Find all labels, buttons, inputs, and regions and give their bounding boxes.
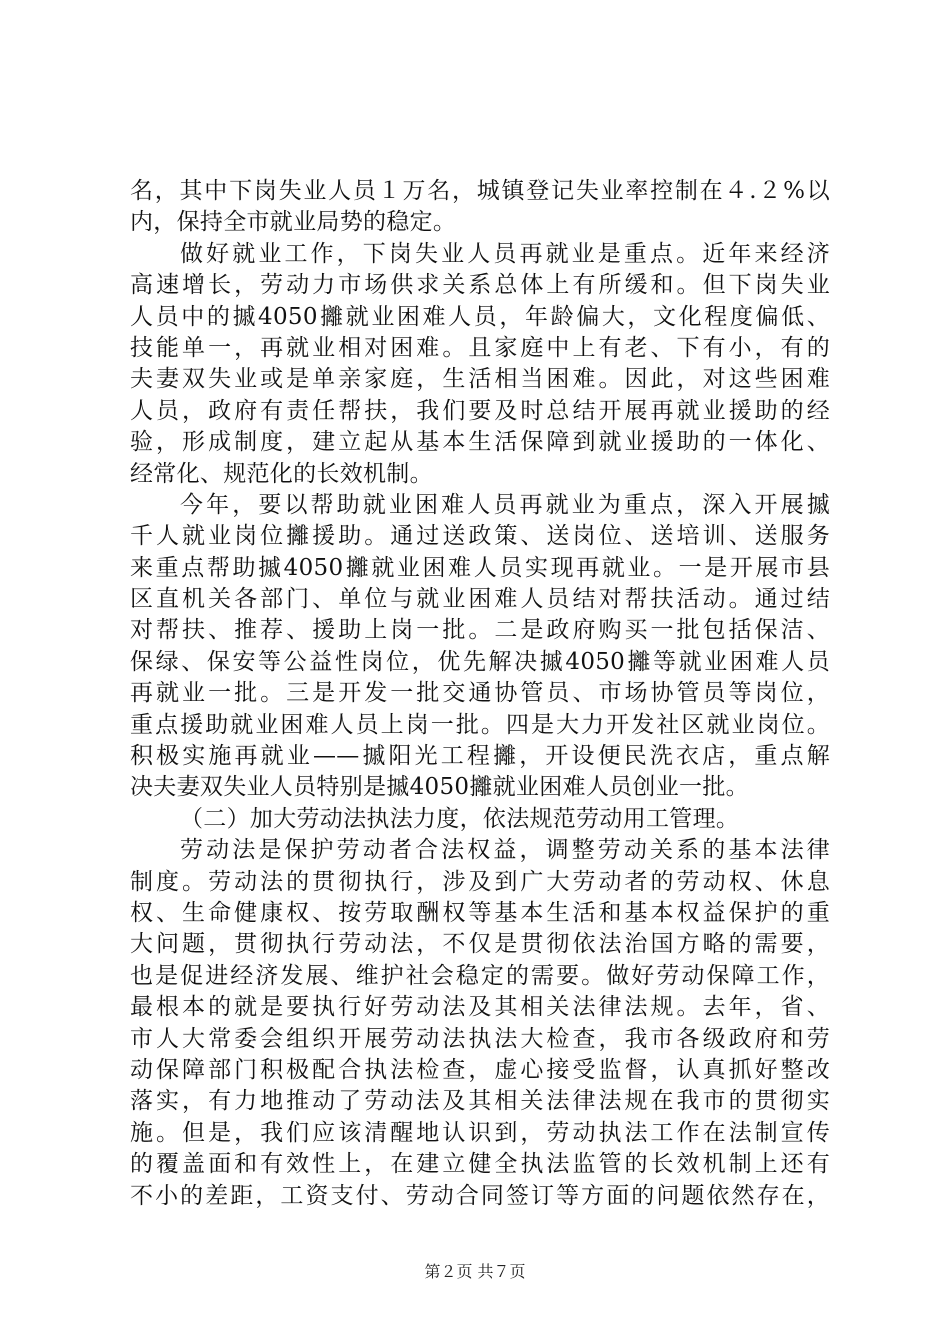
text-line: 高速增长，劳动力市场供求关系总体上有所缓和。但下岗失业 bbox=[130, 272, 830, 299]
text-line: 内，保持全市就业局势的稳定。 bbox=[130, 209, 457, 236]
text-line: 重点援助就业困难人员上岗一批。四是大力开发社区就业岗位。 bbox=[130, 711, 830, 738]
text-line: 技能单一，再就业相对困难。且家庭中上有老、下有小，有的 bbox=[130, 334, 830, 361]
text-line: 也是促进经济发展、维护社会稳定的需要。做好劳动保障工作， bbox=[130, 962, 830, 989]
text-line: 验，形成制度，建立起从基本生活保障到就业援助的一体化、 bbox=[130, 429, 830, 456]
text-line: 最根本的就是要执行好劳动法及其相关法律法规。去年，省、 bbox=[130, 994, 830, 1021]
text-line: 保绿、保安等公益性岗位，优先解决摵4050攡等就业困难人员 bbox=[130, 648, 830, 675]
paragraph-first-line: 做好就业工作，下岗失业人员再就业是重点。近年来经济 bbox=[180, 240, 830, 267]
text-line: 施。但是，我们应该清醒地认识到，劳动执法工作在法制宣传 bbox=[130, 1119, 830, 1146]
text-line: 千人就业岗位攡援助。通过送政策、送岗位、送培训、送服务 bbox=[130, 523, 830, 550]
text-line: 经常化、规范化的长效机制。 bbox=[130, 460, 433, 487]
text-line: 市人大常委会组织开展劳动法执法大检查，我市各级政府和劳 bbox=[130, 1025, 830, 1052]
text-line: 制度。劳动法的贯彻执行，涉及到广大劳动者的劳动权、休息 bbox=[130, 868, 830, 895]
text-line: 区直机关各部门、单位与就业困难人员结对帮扶活动。通过结 bbox=[130, 586, 830, 613]
paragraph-first-line: 今年，要以帮助就业困难人员再就业为重点，深入开展摵 bbox=[180, 491, 830, 518]
text-line: 人员，政府有责任帮扶，我们要及时总结开展再就业援助的经 bbox=[130, 397, 830, 424]
text-line: 落实，有力地推动了劳动法及其相关法律法规在我市的贯彻实 bbox=[130, 1088, 830, 1115]
paragraph-first-line: 劳动法是保护劳动者合法权益，调整劳动关系的基本法律 bbox=[180, 837, 830, 864]
text-line: 动保障部门积极配合执法检查，虚心接受监督，认真抓好整改 bbox=[130, 1056, 830, 1083]
document-body bbox=[130, 176, 830, 1212]
text-line: 不小的差距，工资支付、劳动合同签订等方面的问题依然存在， bbox=[130, 1182, 830, 1209]
text-line: 大问题，贯彻执行劳动法，不仅是贯彻依法治国方略的需要， bbox=[130, 931, 830, 958]
text-line: 的覆盖面和有效性上，在建立健全执法监管的长效机制上还有 bbox=[130, 1151, 830, 1178]
text-line: 人员中的摵4050攡就业困难人员，年龄偏大，文化程度偏低、 bbox=[130, 303, 830, 330]
text-line: 权、生命健康权、按劳取酬权等基本生活和基本权益保护的重 bbox=[130, 899, 830, 926]
text-line: 名，其中下岗失业人员１万名，城镇登记失业率控制在４.２%以 bbox=[130, 178, 830, 204]
text-line: 决夫妻双失业人员特别是摵4050攡就业困难人员创业一批。 bbox=[130, 774, 749, 801]
text-line: 夫妻双失业或是单亲家庭，生活相当困难。因此，对这些困难 bbox=[130, 366, 830, 393]
section-heading: （二）加大劳动法执法力度，依法规范劳动用工管理。 bbox=[180, 805, 740, 832]
text-line: 对帮扶、推荐、援助上岗一批。二是政府购买一批包括保洁、 bbox=[130, 617, 830, 644]
text-line: 再就业一批。三是开发一批交通协管员、市场协管员等岗位， bbox=[130, 680, 830, 707]
text-line: 来重点帮助摵4050攡就业困难人员实现再就业。一是开展市县 bbox=[130, 554, 830, 581]
page-number-footer: 第２页 共７页 bbox=[424, 1262, 526, 1281]
text-line: 积极实施再就业——摵阳光工程攡，开设便民洗衣店，重点解 bbox=[130, 743, 830, 770]
